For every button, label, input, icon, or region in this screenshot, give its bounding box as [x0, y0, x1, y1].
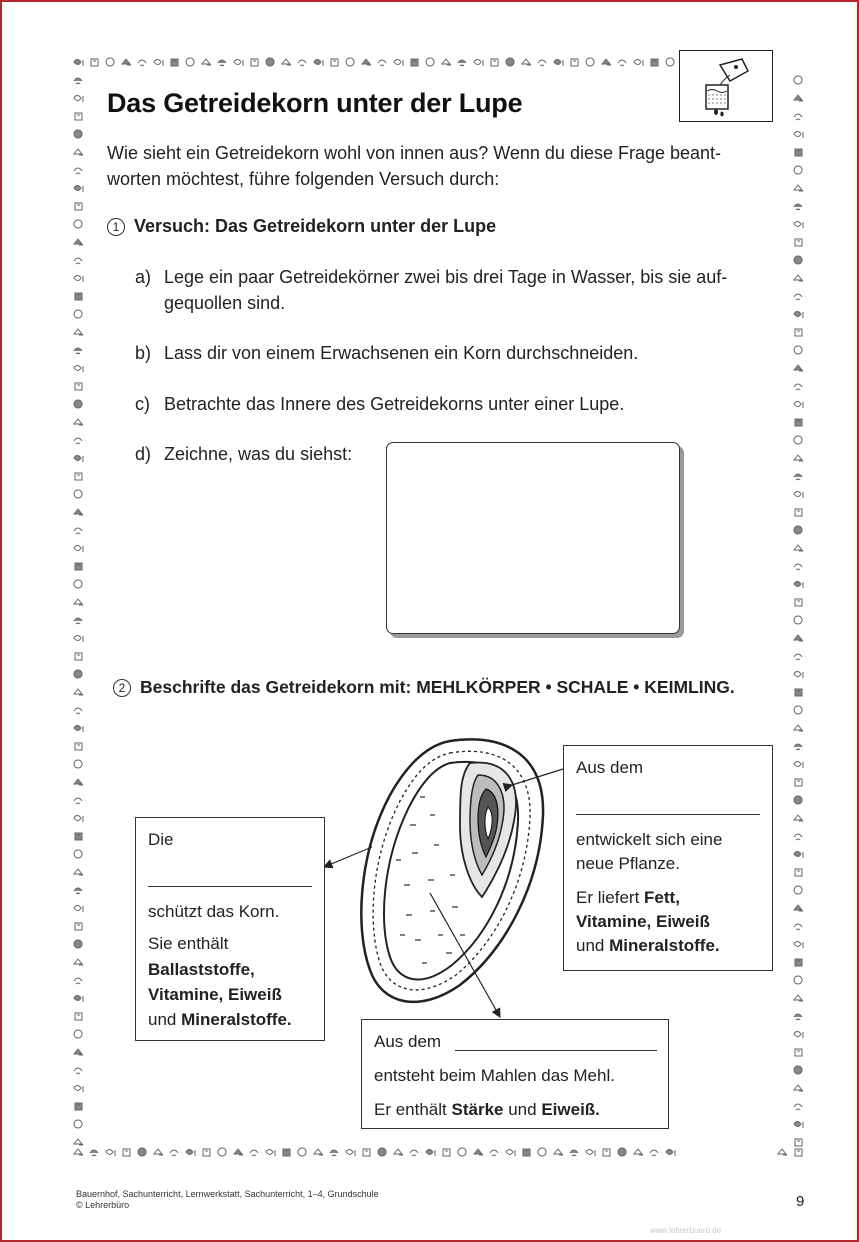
border-motif — [794, 455, 803, 461]
border-motif — [794, 204, 802, 210]
border-motif — [298, 60, 306, 66]
border-motif — [74, 1086, 83, 1093]
border-motif — [266, 58, 274, 66]
step-text-continued: gequollen sind. — [164, 293, 286, 313]
border-motif — [171, 59, 178, 66]
nutrient-text: Eiweiß. — [541, 1100, 600, 1119]
border-motif — [794, 995, 803, 1001]
border-motif — [426, 58, 434, 66]
border-motif — [251, 59, 258, 66]
border-motif — [75, 113, 82, 120]
border-motif — [74, 400, 82, 408]
section-number: 2 — [113, 679, 131, 697]
border-motif — [794, 402, 803, 409]
label-text: Sie enthält — [148, 934, 229, 953]
border-motif — [74, 78, 82, 84]
label-text: und — [148, 1010, 177, 1029]
border-motif — [75, 743, 82, 750]
border-motif — [74, 310, 82, 318]
border-motif — [283, 1149, 290, 1156]
border-motif — [74, 689, 83, 695]
nutrient-text: Fett, — [644, 888, 680, 907]
border-motif — [778, 1149, 787, 1155]
border-motif — [314, 1149, 323, 1155]
border-motif — [282, 59, 291, 65]
border-motif — [650, 1150, 658, 1156]
border-motif — [794, 114, 802, 120]
border-motif — [794, 672, 803, 679]
border-motif — [794, 545, 803, 551]
border-motif — [331, 59, 338, 66]
border-motif — [634, 1149, 643, 1155]
label-text: Aus dem — [374, 1032, 442, 1051]
border-motif — [795, 869, 802, 876]
border-motif — [618, 1148, 626, 1156]
border-motif — [794, 815, 803, 821]
border-motif — [794, 616, 802, 624]
section-2-heading — [113, 677, 735, 698]
border-motif — [794, 474, 802, 480]
border-motif — [74, 779, 83, 785]
border-motif — [538, 60, 546, 66]
border-motif — [75, 653, 82, 660]
step-a — [135, 264, 775, 316]
intro-text: Wie sieht ein Getreidekorn wohl von innen aus? Wenn du diese Frage beant- worten möchtest, führe folgenden Versuch durch: — [107, 143, 722, 189]
border-motif — [795, 1049, 802, 1056]
border-motif — [74, 670, 82, 678]
label-text: schützt das Korn. — [148, 902, 280, 921]
grain-shell — [361, 739, 543, 1001]
border-motif — [794, 1104, 802, 1110]
border-motif — [74, 419, 83, 425]
border-motif — [522, 59, 531, 65]
border-motif — [74, 959, 83, 965]
border-motif — [74, 760, 82, 768]
label-text: Er liefert — [576, 888, 640, 907]
border-motif — [795, 689, 802, 696]
border-motif — [794, 1032, 803, 1039]
border-motif — [74, 708, 82, 714]
border-motif — [794, 654, 802, 660]
border-motif — [618, 60, 626, 66]
step-c — [135, 391, 775, 417]
border-motif — [394, 60, 403, 67]
border-motif — [554, 1149, 563, 1155]
border-motif — [74, 168, 82, 174]
border-motif — [378, 60, 386, 66]
border-motif — [634, 60, 643, 67]
label-text: und — [576, 936, 605, 955]
border-motif — [523, 1149, 530, 1156]
label-box-shell — [135, 817, 325, 1041]
border-motif — [794, 312, 803, 319]
footer-source: Bauernhof, Sachunterricht, Lernwerkstatt, Sachunterricht, 1–4, Grundschule — [76, 1189, 379, 1199]
border-motif — [474, 1149, 483, 1155]
border-motif — [74, 1149, 83, 1155]
section-2-title: Beschrifte das Getreidekorn mit: MEHLKÖRPER • SCHALE • KEIMLING. — [140, 677, 735, 697]
label-text: und — [508, 1100, 537, 1119]
border-motif — [75, 563, 82, 570]
border-motif — [74, 1049, 83, 1055]
border-motif — [586, 58, 594, 66]
label-text: Er enthält — [374, 1100, 447, 1119]
border-motif — [442, 59, 451, 65]
border-motif — [74, 348, 82, 354]
border-motif — [250, 1150, 258, 1156]
border-motif — [74, 816, 83, 823]
nutrient-text: Mineralstoffe. — [181, 1010, 292, 1029]
border-motif — [603, 1149, 610, 1156]
step-label: b) — [135, 343, 152, 363]
border-motif — [794, 95, 803, 101]
border-motif — [538, 1148, 546, 1156]
border-motif — [75, 1013, 82, 1020]
border-motif — [794, 744, 802, 750]
step-label: c) — [135, 394, 150, 414]
border-motif — [74, 1030, 82, 1038]
nutrient-text: Vitamine, Eiweiß — [148, 985, 282, 1004]
border-motif — [794, 256, 802, 264]
page-number: 9 — [796, 1193, 805, 1210]
label-line — [576, 934, 720, 958]
border-motif — [74, 580, 82, 588]
border-motif — [795, 1139, 802, 1146]
label-line — [576, 886, 680, 910]
border-motif — [362, 59, 371, 65]
border-motif — [795, 599, 802, 606]
answer-blank-endosperm[interactable] — [455, 1050, 657, 1051]
border-motif — [794, 492, 803, 499]
border-motif — [586, 1150, 595, 1157]
border-motif — [794, 564, 802, 570]
label-box-germ — [563, 745, 773, 971]
border-motif — [234, 1149, 243, 1155]
border-motif — [794, 852, 803, 859]
border-motif — [795, 329, 802, 336]
border-motif — [186, 58, 194, 66]
border-motif — [186, 1150, 195, 1157]
label-text: entwickelt sich eine — [576, 830, 723, 849]
border-motif — [794, 976, 802, 984]
border-motif — [794, 762, 803, 769]
pouring-water-glass-icon — [680, 51, 772, 121]
border-motif — [602, 59, 611, 65]
border-motif — [74, 978, 82, 984]
border-motif — [74, 239, 83, 245]
border-motif — [170, 1150, 178, 1156]
experiment-icon-box — [679, 50, 773, 122]
border-motif — [218, 60, 226, 66]
border-motif — [74, 276, 83, 283]
border-motif — [74, 186, 83, 193]
border-motif — [74, 1139, 83, 1145]
border-motif — [75, 1103, 82, 1110]
page-title: Das Getreidekorn unter der Lupe — [107, 88, 523, 118]
nutrient-text: Ballaststoffe, — [148, 960, 255, 979]
border-motif — [795, 419, 802, 426]
border-motif — [314, 60, 323, 67]
border-motif — [411, 59, 418, 66]
border-motif — [458, 1148, 466, 1156]
border-motif — [138, 60, 146, 66]
border-motif — [394, 1149, 403, 1155]
border-motif — [154, 1149, 163, 1155]
border-motif — [795, 149, 802, 156]
border-motif — [795, 779, 802, 786]
border-motif — [666, 58, 674, 66]
border-motif — [266, 1150, 275, 1157]
border-motif — [123, 1149, 130, 1156]
border-motif — [74, 490, 82, 498]
border-motif — [795, 1149, 802, 1156]
step-text: Betrachte das Innere des Getreidekorns unter einer Lupe. — [164, 394, 625, 414]
border-motif — [74, 618, 82, 624]
border-motif — [106, 58, 114, 66]
border-motif — [794, 725, 803, 731]
label-line — [148, 1008, 292, 1032]
border-motif — [794, 834, 802, 840]
border-motif — [74, 888, 82, 894]
border-motif — [218, 1148, 226, 1156]
border-motif — [346, 1150, 355, 1157]
border-motif — [794, 436, 802, 444]
border-motif — [363, 1149, 370, 1156]
step-d — [135, 441, 375, 467]
border-motif — [74, 869, 83, 875]
border-motif — [203, 1149, 210, 1156]
border-motif — [794, 166, 802, 174]
border-motif — [570, 1150, 578, 1156]
border-motif — [74, 726, 83, 733]
border-motif — [346, 58, 354, 66]
answer-blank-shell[interactable] — [148, 886, 312, 887]
nutrient-text: Stärke — [451, 1100, 504, 1119]
border-motif — [74, 599, 83, 605]
border-motif — [75, 383, 82, 390]
border-motif — [74, 798, 82, 804]
border-motif — [795, 239, 802, 246]
border-motif — [571, 59, 578, 66]
border-motif — [74, 528, 82, 534]
border-motif — [74, 366, 83, 373]
border-motif — [75, 203, 82, 210]
border-motif — [794, 582, 803, 589]
border-motif — [122, 59, 131, 65]
border-motif — [794, 706, 802, 714]
border-motif — [75, 473, 82, 480]
border-motif — [794, 796, 802, 804]
border-motif — [794, 886, 802, 894]
border-motif — [794, 526, 802, 534]
border-motif — [154, 60, 163, 67]
border-motif — [794, 1122, 803, 1129]
label-text: Die — [148, 830, 174, 849]
footer-copyright: © Lehrerbüro — [76, 1200, 130, 1210]
border-motif — [74, 220, 82, 228]
border-motif — [795, 959, 802, 966]
border-motif — [794, 905, 803, 911]
border-motif — [91, 59, 98, 66]
border-motif — [234, 60, 243, 67]
watermark: www.lehrerbuero.de — [650, 1226, 722, 1235]
border-motif — [794, 76, 802, 84]
border-motif — [794, 635, 803, 641]
border-motif — [794, 1066, 802, 1074]
border-motif — [74, 940, 82, 948]
border-motif — [794, 365, 803, 371]
label-text: neue Pflanze. — [576, 854, 680, 873]
section-number: 1 — [107, 218, 125, 236]
border-motif — [426, 1150, 435, 1157]
border-motif — [794, 346, 802, 354]
border-motif — [794, 924, 802, 930]
border-motif — [74, 130, 82, 138]
border-motif — [378, 1148, 386, 1156]
border-motif — [74, 456, 83, 463]
border-motif — [651, 59, 658, 66]
border-motif — [794, 942, 803, 949]
border-motif — [74, 636, 83, 643]
step-label: a) — [135, 267, 152, 287]
grain-diagram — [300, 735, 600, 1035]
border-motif — [794, 185, 803, 191]
border-motif — [794, 1014, 802, 1020]
border-motif — [75, 833, 82, 840]
border-motif — [138, 1148, 146, 1156]
border-motif — [90, 1150, 98, 1156]
border-motif — [795, 509, 802, 516]
section-1-heading — [107, 216, 496, 237]
border-motif — [74, 149, 83, 155]
border-motif — [554, 60, 563, 67]
border-motif — [74, 850, 82, 858]
border-motif — [506, 1150, 515, 1157]
border-motif — [74, 546, 83, 553]
border-motif — [74, 96, 83, 103]
border-motif — [794, 1085, 803, 1091]
border-motif — [474, 60, 483, 67]
border-motif — [74, 258, 82, 264]
border-motif — [74, 329, 83, 335]
border-motif — [491, 59, 498, 66]
step-label: d) — [135, 444, 152, 464]
border-motif — [794, 132, 803, 139]
border-motif — [490, 1150, 498, 1156]
answer-blank-germ[interactable] — [576, 814, 760, 815]
border-motif — [74, 996, 83, 1003]
border-motif — [506, 58, 514, 66]
label-line — [374, 1098, 600, 1122]
section-1-title: Versuch: Das Getreidekorn unter der Lupe — [134, 216, 497, 236]
border-motif — [106, 1150, 115, 1157]
border-motif — [794, 275, 803, 281]
step-text: Lass dir von einem Erwachsenen ein Korn durchschneiden. — [164, 343, 639, 363]
border-motif — [74, 1120, 82, 1128]
border-motif — [74, 60, 83, 67]
border-motif — [202, 59, 211, 65]
border-motif — [74, 509, 83, 515]
border-motif — [298, 1148, 306, 1156]
border-motif — [330, 1150, 338, 1156]
border-motif — [75, 923, 82, 930]
nutrient-text: Mineralstoffe. — [609, 936, 720, 955]
border-motif — [74, 1068, 82, 1074]
label-text: entsteht beim Mahlen das Mehl. — [374, 1066, 615, 1085]
border-motif — [458, 60, 466, 66]
label-box-endosperm — [361, 1019, 669, 1129]
drawing-area[interactable] — [386, 442, 680, 634]
border-motif — [794, 222, 803, 229]
step-text: Zeichne, was du siehst: — [164, 444, 353, 464]
border-motif — [666, 1150, 675, 1157]
border-motif — [443, 1149, 450, 1156]
border-motif — [410, 1150, 418, 1156]
step-b — [135, 340, 775, 366]
border-motif — [74, 906, 83, 913]
border-motif — [794, 384, 802, 390]
border-motif — [794, 294, 802, 300]
nutrient-text: Vitamine, Eiweiß — [576, 912, 710, 931]
border-motif — [74, 438, 82, 444]
label-text: Aus dem — [576, 758, 644, 777]
step-text: Lege ein paar Getreidekörner zwei bis drei Tage in Wasser, bis sie auf- — [164, 267, 728, 287]
border-motif — [75, 293, 82, 300]
footer — [76, 1189, 379, 1211]
